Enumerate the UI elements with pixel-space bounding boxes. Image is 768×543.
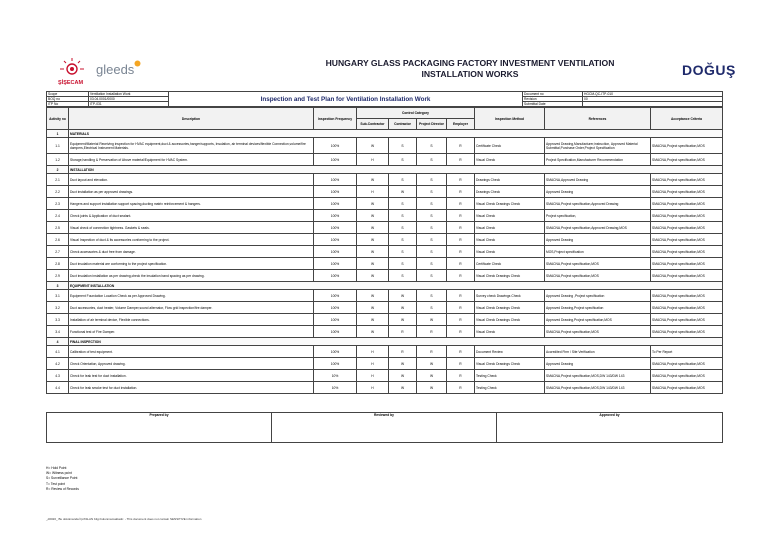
gleeds-dot-icon (134, 60, 141, 67)
table-row (47, 154, 723, 166)
document-title: HUNGARY GLASS PACKAGING FACTORY INVESTMENT VENTILATION INSTALLATION WORKS (325, 58, 615, 79)
cell-contractor: S (389, 198, 417, 210)
cell-inspection-method: Visual Check Drawings Check (475, 358, 545, 370)
cell-references: Approved Drawing,Manufacturer,instruction, Approved Material Submittal,Purchase Order,Project Specification (545, 138, 651, 154)
cell-employer: R (447, 370, 475, 382)
cell-contractor: S (389, 258, 417, 270)
cell-sub-contractor: W (357, 138, 389, 154)
cell-references: SMACNA,Project specification,MOS,DW 143/DW 143 (545, 382, 651, 394)
cell-sub-contractor: H (357, 358, 389, 370)
section-row (47, 130, 723, 138)
submittal-date-label: Submittal Date (523, 102, 583, 107)
dogus-logo (682, 62, 742, 88)
cell-project-director: W (417, 358, 447, 370)
section-row (47, 282, 723, 290)
cell-activity-no: 2.6 (47, 234, 69, 246)
cell-activity-no: 2.9 (47, 270, 69, 282)
cell-contractor: S (389, 234, 417, 246)
cell-employer: R (447, 302, 475, 314)
legend-item: H= Hold Point (46, 466, 67, 470)
header-contractor: Contractor (389, 119, 417, 130)
cell-frequency: 100% (314, 210, 357, 222)
cell-inspection-method: Visual Check Drawings Check (475, 314, 545, 326)
cell-sub-contractor: H (357, 382, 389, 394)
cell-project-director: S (417, 302, 447, 314)
cell-contractor: S (389, 210, 417, 222)
cell-activity-no: 3.3 (47, 314, 69, 326)
header-employer: Employer (447, 119, 475, 130)
document-no-label: Document no (523, 92, 583, 97)
cell-contractor: W (389, 186, 417, 198)
cell-project-director: S (417, 210, 447, 222)
cell-frequency: 100% (314, 258, 357, 270)
table-row (47, 186, 723, 198)
cell-sub-contractor: W (357, 234, 389, 246)
cell-employer: R (447, 358, 475, 370)
cell-frequency: 100% (314, 174, 357, 186)
cell-frequency: 100% (314, 302, 357, 314)
cell-inspection-method: Visual Check (475, 326, 545, 338)
cell-contractor: S (389, 270, 417, 282)
cell-inspection-method: Testing Check (475, 382, 545, 394)
cell-employer: R (447, 290, 475, 302)
table-row (47, 370, 723, 382)
cell-sub-contractor: W (357, 174, 389, 186)
cell-project-director: S (417, 198, 447, 210)
cell-references: SMACNA,Project specification,Approved Drawing,MOS (545, 222, 651, 234)
cell-acceptance-criteria: SMACNA,Project specification,MOS (651, 222, 723, 234)
section-title: MATERIALS (69, 130, 723, 138)
cell-description: Functional test of Fire Damper. (69, 326, 314, 338)
cell-sub-contractor: W (357, 270, 389, 282)
dogus-label: DOĞUŞ (682, 62, 736, 78)
cell-contractor: W (389, 314, 417, 326)
cell-inspection-method: Drawings Check (475, 186, 545, 198)
section-no: 3 (47, 282, 69, 290)
cell-frequency: 100% (314, 138, 357, 154)
cell-acceptance-criteria: SMACNA,Project specification,MOS (651, 370, 723, 382)
cell-project-director: S (417, 174, 447, 186)
table-row (47, 246, 723, 258)
cell-sub-contractor: W (357, 290, 389, 302)
document-no-value: HGCM-QC-ITP-010 (583, 92, 723, 97)
cell-description: Equipment/Material Receiving inspection for HVAC equipment,duct & accessories,hanger/supports, Insulation, air terminal devices/flexible Connection,volume/fire dampers,Electrical Instrument Materials. (69, 138, 314, 154)
cell-frequency: 100% (314, 246, 357, 258)
cell-project-director: S (417, 222, 447, 234)
cell-references: Approved Drawing ,Project specification (545, 290, 651, 302)
table-row (47, 326, 723, 338)
legend-item: T= Test point (46, 481, 65, 486)
section-row (47, 338, 723, 346)
cell-project-director: R (417, 326, 447, 338)
cell-references: Approved Drawing,Project specification (545, 302, 651, 314)
cell-activity-no: 2.2 (47, 186, 69, 198)
cell-sub-contractor: W (357, 198, 389, 210)
cell-project-director: S (417, 258, 447, 270)
cell-acceptance-criteria: SMACNA,Project specification,MOS (651, 154, 723, 166)
cell-references: Project Specification,Manufacturer Recommendation (545, 154, 651, 166)
gleeds-logo: gleeds (96, 62, 135, 77)
cell-inspection-method: Survey check Drawings Check (475, 290, 545, 302)
cell-employer: R (447, 270, 475, 282)
cell-activity-no: 4.4 (47, 382, 69, 394)
footer-note: _d0020_ Bu dokümanda İÇ/ASLAN bilgi bulunmamaktadır. - This document does not contain SENSITIVE information (46, 517, 202, 521)
section-no: 2 (47, 166, 69, 174)
cell-employer: R (447, 246, 475, 258)
header-frequency: Inspection Frequency (314, 108, 357, 130)
cell-inspection-method: Visual Check (475, 222, 545, 234)
cell-references: SMACNA,Project specification,MOS (545, 326, 651, 338)
table-row (47, 174, 723, 186)
table-row (47, 382, 723, 394)
cell-description: Installation of air terminal device, Flexible connections. (69, 314, 314, 326)
cell-activity-no: 4.1 (47, 346, 69, 358)
cell-acceptance-criteria: SMACNA,Project specification,MOS (651, 138, 723, 154)
cell-sub-contractor: W (357, 314, 389, 326)
cell-sub-contractor: W (357, 302, 389, 314)
section-title: INSTALLATION (69, 166, 723, 174)
signature-table (46, 412, 723, 443)
cell-acceptance-criteria: SMACNA,Project specification,MOS (651, 198, 723, 210)
cell-inspection-method: Drawings Check (475, 174, 545, 186)
cell-inspection-method: Testing Check (475, 370, 545, 382)
revision-label: Revision (523, 97, 583, 102)
cell-activity-no: 2.4 (47, 210, 69, 222)
cell-employer: R (447, 222, 475, 234)
cell-frequency: 100% (314, 186, 357, 198)
cell-project-director: S (417, 246, 447, 258)
cell-acceptance-criteria: To Per Report (651, 346, 723, 358)
plan-title: Inspection and Test Plan for Ventilation Installation Work (169, 92, 523, 107)
cell-references: Approved Drawing (545, 186, 651, 198)
table-row (47, 198, 723, 210)
cell-employer: R (447, 198, 475, 210)
cell-acceptance-criteria: SMACNA,Project specification,MOS (651, 186, 723, 198)
cell-inspection-method: Visual Check Drawings Check (475, 270, 545, 282)
table-row (47, 302, 723, 314)
cell-inspection-method: Visual Check Drawings Check (475, 302, 545, 314)
cell-contractor: W (389, 370, 417, 382)
cell-sub-contractor: W (357, 222, 389, 234)
cell-frequency: 100% (314, 234, 357, 246)
cell-acceptance-criteria: SMACNA,Project specification,MOS (651, 174, 723, 186)
cell-acceptance-criteria: SMACNA,Project specification,MOS (651, 290, 723, 302)
table-row (47, 358, 723, 370)
cell-activity-no: 1.2 (47, 154, 69, 166)
cell-description: Visual check of connection tightness. Gaskets & seals. (69, 222, 314, 234)
cell-employer: R (447, 258, 475, 270)
cell-frequency: 100% (314, 154, 357, 166)
cell-activity-no: 4.2 (47, 358, 69, 370)
cell-project-director: W (417, 370, 447, 382)
cell-project-director: R (417, 346, 447, 358)
cell-inspection-method: Certificate Check (475, 138, 545, 154)
cell-contractor: W (389, 290, 417, 302)
cell-contractor: R (389, 326, 417, 338)
client-logos (58, 58, 168, 88)
cell-inspection-method: Document Review (475, 346, 545, 358)
cell-project-director: S (417, 186, 447, 198)
cell-references: Project specification, (545, 210, 651, 222)
scope-value: Ventilation Installation Work (89, 92, 169, 97)
cell-frequency: 10% (314, 382, 357, 394)
section-no: 4 (47, 338, 69, 346)
cell-acceptance-criteria: SMACNA,Project specification,MOS (651, 246, 723, 258)
cell-inspection-method: Visual Check (475, 234, 545, 246)
table-row (47, 346, 723, 358)
cell-description: Duct layout and elevation. (69, 174, 314, 186)
cell-acceptance-criteria: SMACNA,Project specification,MOS (651, 314, 723, 326)
cell-contractor: S (389, 154, 417, 166)
cell-references: Approved Drawing (545, 234, 651, 246)
cell-employer: R (447, 314, 475, 326)
boq-label: BOQ no (47, 97, 89, 102)
cell-frequency: 100% (314, 290, 357, 302)
cell-sub-contractor: H (357, 370, 389, 382)
cell-sub-contractor: H (357, 186, 389, 198)
cell-activity-no: 3.1 (47, 290, 69, 302)
header-sub-contractor: Sub-Contractor (357, 119, 389, 130)
header-control-category: Control Category (357, 108, 475, 119)
reviewed-by: Reviewed by (272, 413, 497, 443)
cell-employer: R (447, 186, 475, 198)
cell-description: Duct accessories, duct heater, Volume Damper,sound alternator, Flow grid inspection/fire damper. (69, 302, 314, 314)
cell-frequency: 100% (314, 326, 357, 338)
cell-project-director: S (417, 290, 447, 302)
boq-value: 03.04.0001/0000 (89, 97, 169, 102)
cell-frequency: 100% (314, 358, 357, 370)
section-row (47, 166, 723, 174)
cell-references: Approved Drawing (545, 358, 651, 370)
cell-references: SMACNA,Project specification,Approved Drawing (545, 198, 651, 210)
cell-employer: R (447, 326, 475, 338)
table-row (47, 222, 723, 234)
cell-inspection-method: Visual Check (475, 154, 545, 166)
cell-contractor: R (389, 346, 417, 358)
cell-sub-contractor: W (357, 258, 389, 270)
cell-frequency: 100% (314, 198, 357, 210)
table-row (47, 270, 723, 282)
section-title: FINAL INSPECTION (69, 338, 723, 346)
itp-value: ITP-031 (89, 102, 169, 107)
cell-inspection-method: Visual Check (475, 246, 545, 258)
table-row (47, 210, 723, 222)
cell-acceptance-criteria: SMACNA,Project specification,MOS (651, 270, 723, 282)
table-row (47, 234, 723, 246)
cell-description: Check Orientation, Approved drawing. (69, 358, 314, 370)
cell-project-director: S (417, 154, 447, 166)
cell-project-director: S (417, 270, 447, 282)
cell-inspection-method: Visual Check Drawings Check (475, 198, 545, 210)
cell-sub-contractor: H (357, 154, 389, 166)
cell-contractor: W (389, 358, 417, 370)
cell-description: Visual Inspection of duct & its accessories conforming to the project. (69, 234, 314, 246)
cell-activity-no: 2.7 (47, 246, 69, 258)
cell-activity-no: 1.1 (47, 138, 69, 154)
cell-acceptance-criteria: SMACNA,Project specification,MOS (651, 234, 723, 246)
header-activity-no: Activity no (47, 108, 69, 130)
cell-activity-no: 3.4 (47, 326, 69, 338)
cell-frequency: 10% (314, 370, 357, 382)
cell-employer: R (447, 138, 475, 154)
cell-project-director: W (417, 382, 447, 394)
cell-sub-contractor: H (357, 346, 389, 358)
cell-description: Equipment Foundation Location Check as per Approved Drawing. (69, 290, 314, 302)
sisecam-logo (60, 58, 84, 74)
cell-employer: R (447, 154, 475, 166)
section-no: 1 (47, 130, 69, 138)
cell-employer: R (447, 234, 475, 246)
cell-frequency: 100% (314, 222, 357, 234)
cell-contractor: S (389, 222, 417, 234)
itp-table (46, 107, 723, 394)
cell-description: Duct insulation installation as per drawing,check the insulation band spacing as per drawing. (69, 270, 314, 282)
cell-description: Check for leak smoke test for duct installation. (69, 382, 314, 394)
cell-employer: R (447, 346, 475, 358)
itp-label: ITP No (47, 102, 89, 107)
cell-inspection-method: Visual Check (475, 210, 545, 222)
submittal-date-value (583, 102, 723, 107)
cell-activity-no: 2.5 (47, 222, 69, 234)
cell-contractor: S (389, 174, 417, 186)
cell-activity-no: 2.1 (47, 174, 69, 186)
table-row (47, 258, 723, 270)
header-acceptance-criteria: Acceptance Criteria (651, 108, 723, 130)
cell-contractor: S (389, 138, 417, 154)
cell-sub-contractor: W (357, 246, 389, 258)
cell-references: SMACNA,Project specification,MOS (545, 258, 651, 270)
cell-description: Calibration of test equipment. (69, 346, 314, 358)
cell-employer: R (447, 210, 475, 222)
table-row (47, 138, 723, 154)
cell-description: Storage,handling & Preservation of Above material/Equipment for HVAC System. (69, 154, 314, 166)
cell-acceptance-criteria: SMACNA,Project specification,MOS (651, 326, 723, 338)
cell-inspection-method: Certificate Check (475, 258, 545, 270)
cell-project-director: W (417, 314, 447, 326)
cell-employer: R (447, 174, 475, 186)
legend (46, 466, 79, 492)
cell-acceptance-criteria: SMACNA,Project specification,MOS (651, 258, 723, 270)
cell-frequency: 100% (314, 314, 357, 326)
cell-references: Accredited Firm / Site Verification (545, 346, 651, 358)
cell-activity-no: 3.2 (47, 302, 69, 314)
header-references: References (545, 108, 651, 130)
cell-acceptance-criteria: SMACNA,Project specification,MOS (651, 302, 723, 314)
cell-references: SMACNA,Project specification,MOS,DW 143/DW 143 (545, 370, 651, 382)
cell-description: Check accessories & duct free from damage. (69, 246, 314, 258)
header-inspection-method: Inspection Method (475, 108, 545, 130)
revision-value: 00 (583, 97, 723, 102)
cell-contractor: S (389, 246, 417, 258)
cell-description: Check joints & Application of duct sealant. (69, 210, 314, 222)
approved-by: Approved by (497, 413, 723, 443)
cell-description: Duct installation as per approved drawings. (69, 186, 314, 198)
cell-acceptance-criteria: SMACNA,Project specification,MOS (651, 382, 723, 394)
cell-frequency: 100% (314, 270, 357, 282)
cell-activity-no: 2.3 (47, 198, 69, 210)
cell-project-director: S (417, 234, 447, 246)
header-description: Description (69, 108, 314, 130)
cell-contractor: W (389, 302, 417, 314)
cell-sub-contractor: W (357, 326, 389, 338)
section-title: EQUIPMENT INSTALLATION (69, 282, 723, 290)
header-project-director: Project Director (417, 119, 447, 130)
cell-description: Hangers and support installation support spacing,ducting matrix reinforcement & hangers. (69, 198, 314, 210)
cell-activity-no: 2.8 (47, 258, 69, 270)
cell-employer: R (447, 382, 475, 394)
cell-acceptance-criteria: SMACNA,Project specification,MOS (651, 358, 723, 370)
cell-contractor: W (389, 382, 417, 394)
cell-references: MOS,Project specification (545, 246, 651, 258)
legend-item: R= Review of Records (46, 486, 79, 491)
scope-label: Scope (47, 92, 89, 97)
cell-activity-no: 4.3 (47, 370, 69, 382)
sisecam-label: ŞİŞECAM (58, 80, 84, 86)
table-row (47, 314, 723, 326)
cell-references: SMACNA,Approved Drawing (545, 174, 651, 186)
header-meta-table (46, 91, 723, 107)
legend-item: S= Surveillance Point (46, 476, 78, 481)
cell-references: Approved Drawing,Project specification,MOS (545, 314, 651, 326)
table-row (47, 290, 723, 302)
cell-acceptance-criteria: SMACNA,Project specification,MOS (651, 210, 723, 222)
cell-references: SMACNA,Project specification,MOS (545, 270, 651, 282)
legend-item: W= Witness point (46, 471, 72, 476)
cell-description: Check for leak test for duct installation. (69, 370, 314, 382)
prepared-by: Prepared by (47, 413, 272, 443)
cell-project-director: S (417, 138, 447, 154)
cell-sub-contractor: W (357, 210, 389, 222)
cell-frequency: 100% (314, 346, 357, 358)
cell-description: Duct insulation material are conforming to the project specification. (69, 258, 314, 270)
